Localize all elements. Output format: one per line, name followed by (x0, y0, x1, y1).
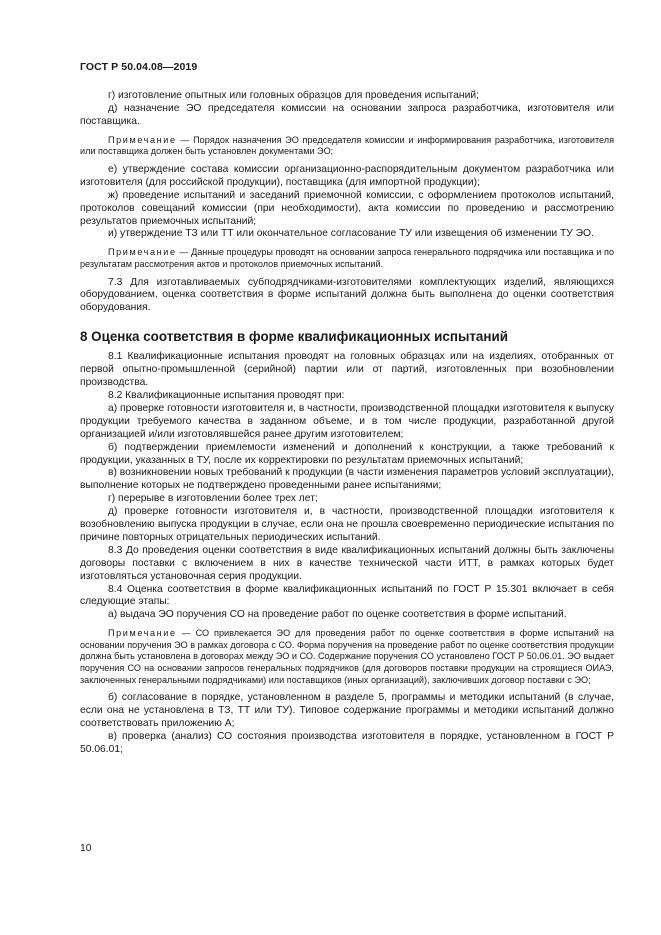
body-paragraph: г) изготовление опытных или головных образцов для проведения испытаний; (108, 90, 479, 101)
body-paragraph: д) назначение ЭО председателя комиссии на основании запроса разработчика, изготовителя или поставщика. (80, 102, 614, 127)
document-body (80, 90, 614, 757)
document-header: ГОСТ Р 50.04.08—2019 (80, 61, 198, 73)
body-paragraph: а) выдача ЭО поручения СО на проведение работ по оценке соответствия в форме испытаний. (108, 609, 567, 621)
body-paragraph: в) возникновении новых требований к продукции (в части изменения параметров условий эксплуатации), выполнение которых не подтверждено проведенными ранее испытаниями; (80, 467, 614, 492)
body-paragraph: 7.3 Для изготавливаемых субподрядчиками-изготовителями комплектующих изделий, являющихся оборудованием, оценка соответствия в форме испытаний должна быть выполнена до оценки соответствия оборудования. (80, 276, 614, 314)
body-paragraph: д) проверке готовности изготовителя и, в частности, производственной площадки изготовителя к возобновлению выпуска продукции в случае, если она не прошла своевременно периодические испытания по причине повторных отрицательных периодических испытаний. (80, 506, 614, 543)
body-paragraph: 8.3 До проведения оценки соответствия в виде квалификационных испытаний должны быть заключены договоры поставки с включением в них в качестве технической части ИТТ, в рамках которых будет изготовляться установочная серия продукции. (80, 544, 614, 582)
body-paragraph: а) проверке готовности изготовителя и, в частности, производственной площадки изготовителя к выпуску продукции требуемого качества в заданном объеме, и в том числе продукции, разработанной другой организацией и/или изготовлявшейся ранее другим изготовителем; (80, 402, 614, 440)
body-paragraph: г) перерыве в изготовлении более трех лет; (108, 493, 318, 505)
body-paragraph: 8.4 Оценка соответствия в форме квалификационных испытаний по ГОСТ Р 15.301 включает в себя следующие этапы: (80, 583, 614, 608)
note-text: — Порядок назначения ЭО председателя комиссии и информирования разработчика, изготовителя или поставщика должен быть установлен документами ЭО; (80, 134, 614, 157)
body-paragraph: ж) проведение испытаний и заседаний приемочной комиссии, с оформлением протоколов испытаний, протоколов совещаний комиссии (при необходимости), акта комиссии по проведению и рассмотрению результатов приемочных испытаний; (80, 189, 614, 227)
note-label: Примечание (108, 628, 177, 639)
note-text: — Данные процедуры проводят на основании запроса генерального подрядчика или поставщика и по результатам рассмотрения актов и протоколов приемочных испытаний. (80, 247, 614, 269)
note-paragraph (80, 135, 614, 158)
body-paragraph: 8.1 Квалификационные испытания проводят на головных образцах или на изделиях, отобранных от первой опытно-промышленной (серийной) партии или от партий, изготовленных при возобновлении производства. (80, 351, 614, 389)
note-paragraph (80, 628, 614, 686)
body-paragraph: 8.2 Квалификационные испытания проводят при: (108, 389, 345, 401)
note-label: Примечание (108, 134, 177, 145)
body-paragraph: и) утверждение ТЗ или ТТ или окончательное согласование ТУ или извещения об изменении ТУ ЭО. (108, 228, 594, 240)
body-paragraph: б) согласование в порядке, установленном в разделе 5, программы и методики испытаний (в случае, если она не установлена в ТЗ, ТТ или ТУ). Типовое содержание программы и методики испытаний должно соответствовать приложению А; (80, 692, 614, 730)
body-paragraph: в) проверка (анализ) СО состояния производства изготовителя в порядке, установленном в ГОСТ Р 50.06.01; (80, 730, 614, 755)
note-text: — СО привлекается ЭО для проведения работ по оценке соответствия в форме испытаний на основании поручения ЭО в рамках договора с СО. Форма поручения на проведение работ по оценке соответствия продукции должна быть установлена в договорах между ЭО и СО. Содержание поручения СО установлено ГОСТ Р 50.06.01. ЭО выдает поручения СО на основании запросов генеральных подрядчиков (для договоров поставки продукции на строящиеся ОИАЭ, заключенных генеральными подрядчиками) или поставщиков (иных организаций), заключивших договор поставки с ЭО; (80, 628, 614, 685)
body-paragraph: б) подтверждении приемлемости изменений и дополнений к конструкции, а также требований к продукции, указанных в ТУ, после их корректировки по результатам приемочных испытаний; (80, 441, 614, 466)
section-heading: 8 Оценка соответствия в форме квалификационных испытаний (80, 329, 508, 345)
note-label: Примечание (108, 247, 177, 258)
note-paragraph (80, 247, 614, 270)
body-paragraph: е) утверждение состава комиссии организационно-распорядительным документом разработчика или изготовителя (для российской продукции), поставщика (для импортной продукции); (80, 163, 614, 188)
page-number: 10 (80, 843, 92, 854)
